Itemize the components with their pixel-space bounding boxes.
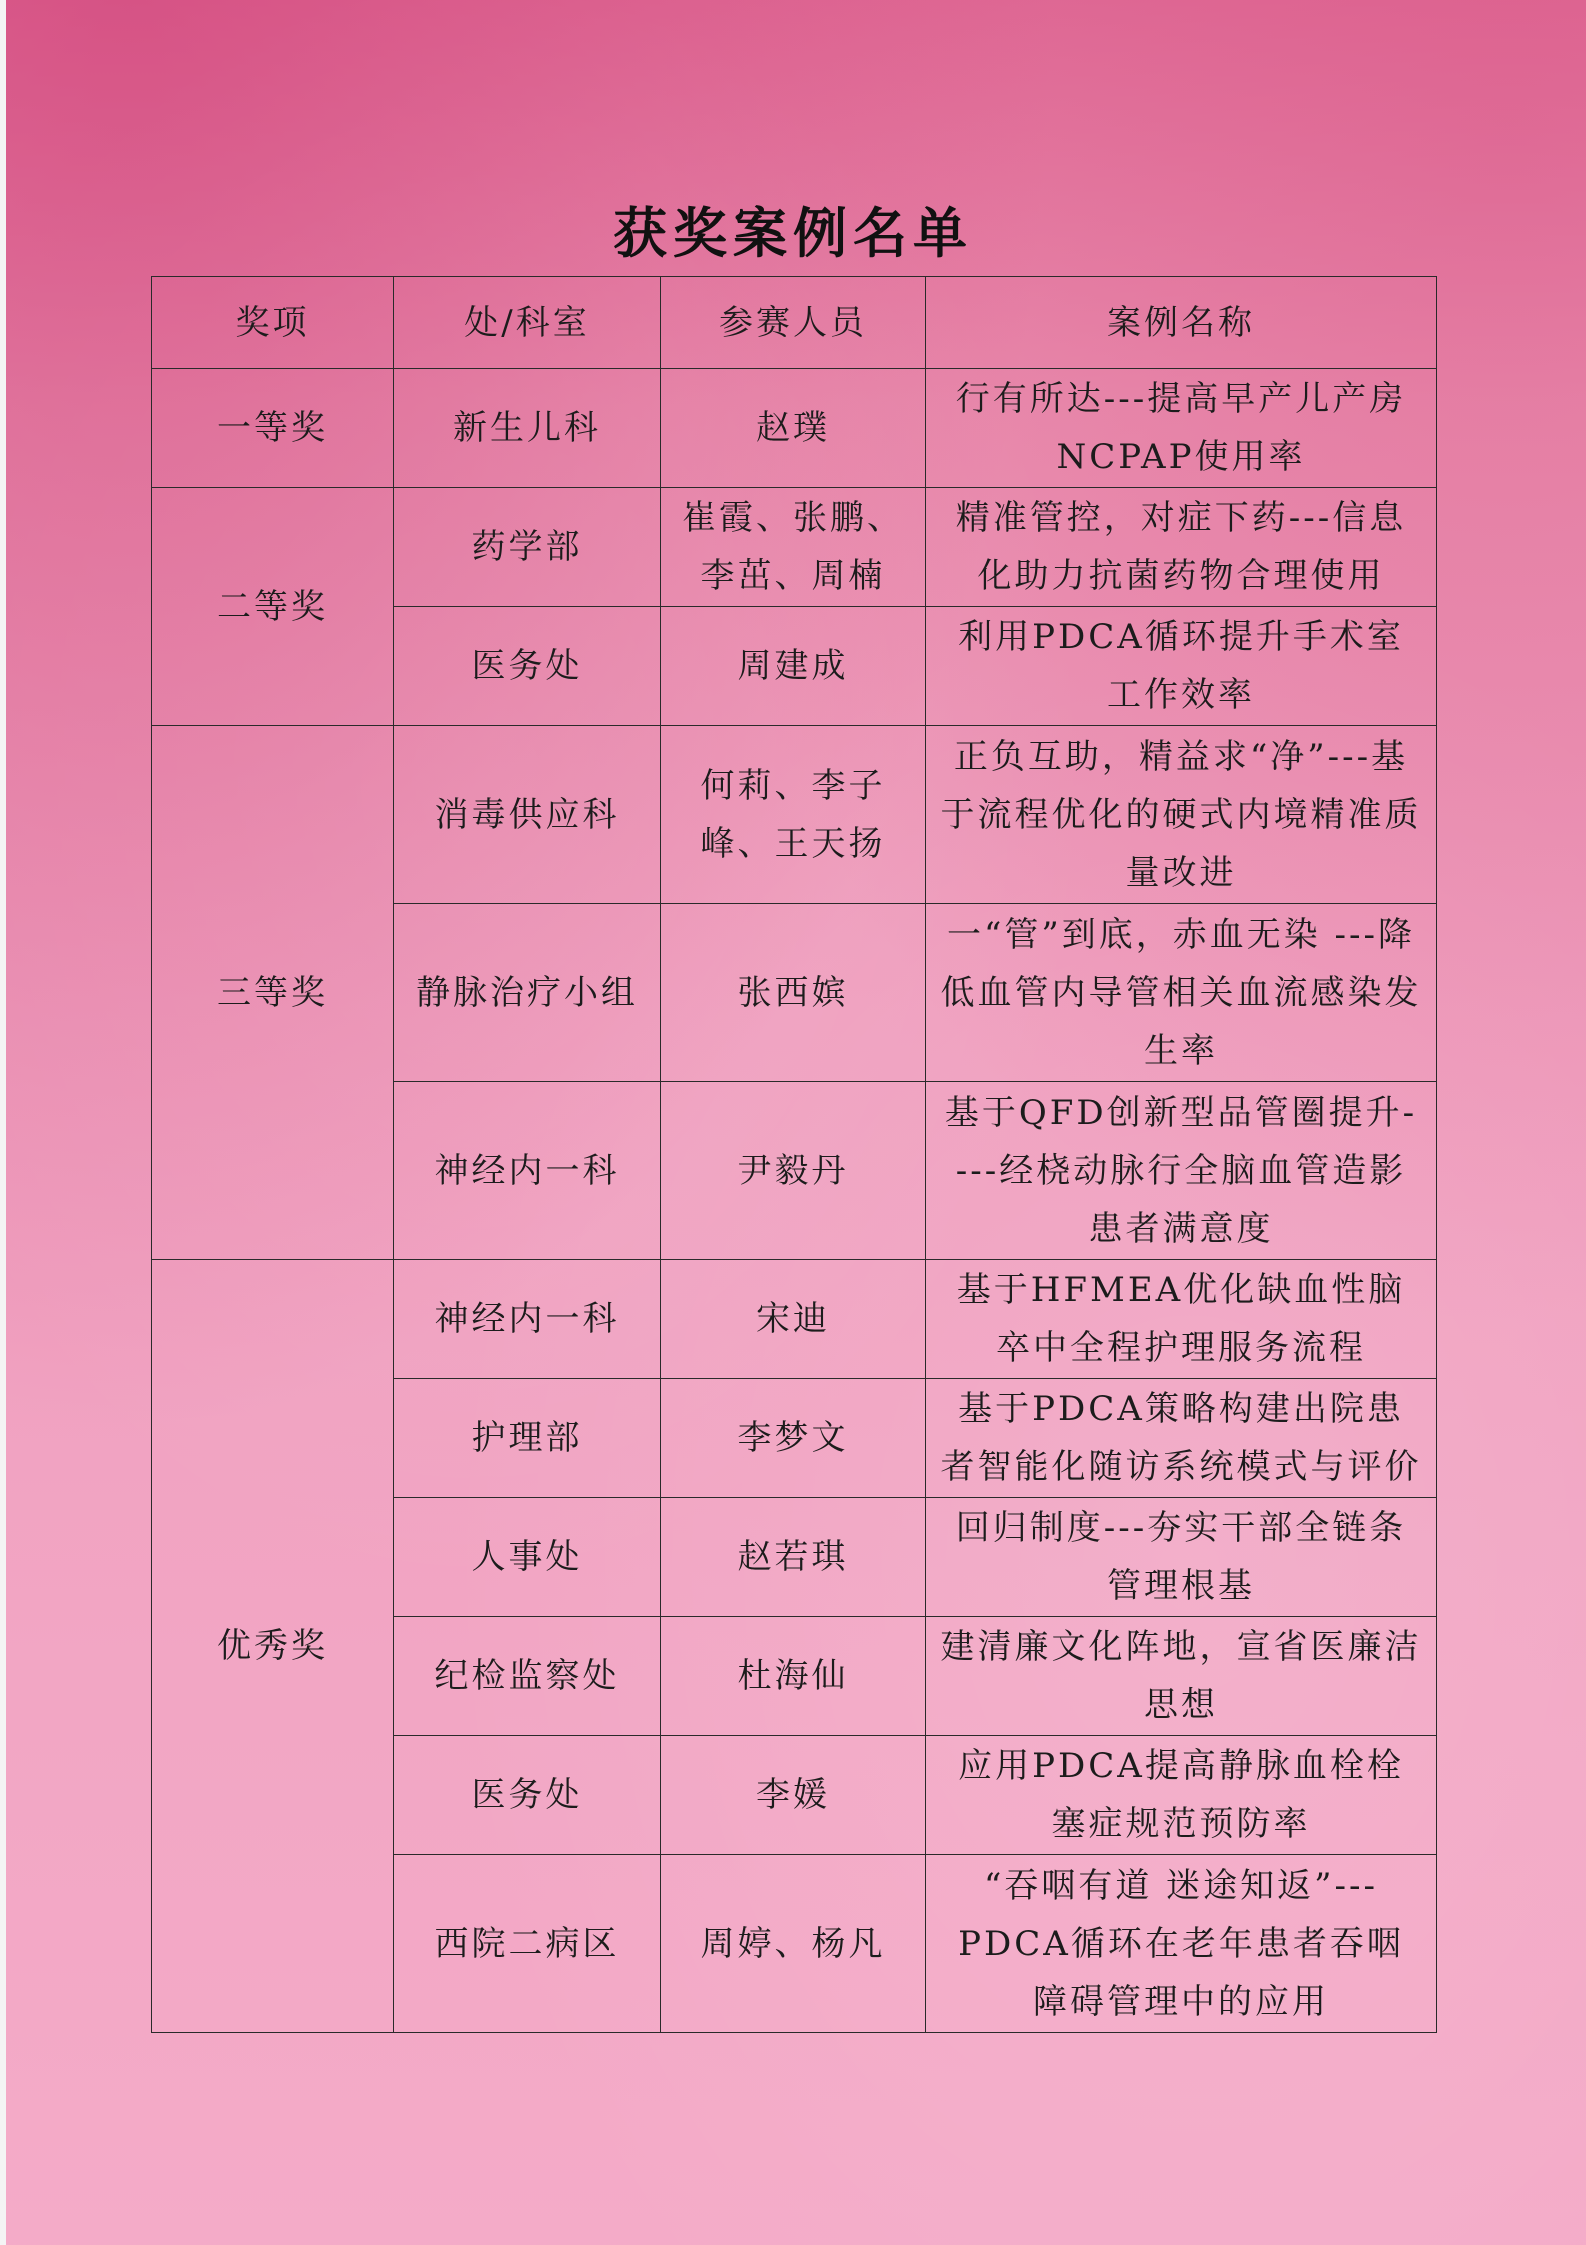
page-title: 获奖案例名单 (613, 201, 973, 265)
award-level-cell: 二等奖 (152, 488, 394, 726)
participants-cell: 杜海仙 (661, 1617, 926, 1736)
award-level-cell: 一等奖 (152, 369, 394, 488)
table-row (152, 1260, 1437, 1379)
case-name-cell: 一“管”到底，赤血无染 ---降低血管内导管相关血流感染发生率 (926, 904, 1437, 1082)
awards-table-body (152, 369, 1437, 2033)
department-cell: 消毒供应科 (394, 726, 661, 904)
awards-table (151, 276, 1437, 2033)
participants-cell: 尹毅丹 (661, 1082, 926, 1260)
department-cell: 人事处 (394, 1498, 661, 1617)
department-cell: 西院二病区 (394, 1855, 661, 2033)
department-cell: 药学部 (394, 488, 661, 607)
department-cell: 神经内一科 (394, 1082, 661, 1260)
participants-cell: 周婷、杨凡 (661, 1855, 926, 2033)
participants-cell: 何莉、李子峰、王天扬 (661, 726, 926, 904)
department-cell: 神经内一科 (394, 1260, 661, 1379)
page-left-edge (0, 0, 6, 2245)
department-cell: 医务处 (394, 607, 661, 726)
case-name-cell: 建清廉文化阵地，宣省医廉洁思想 (926, 1617, 1437, 1736)
case-name-cell: 正负互助，精益求“净”---基于流程优化的硬式内境精准质量改进 (926, 726, 1437, 904)
participants-cell: 赵璞 (661, 369, 926, 488)
case-name-cell: “吞咽有道 迷途知返”---PDCA循环在老年患者吞咽障碍管理中的应用 (926, 1855, 1437, 2033)
participants-cell: 宋迪 (661, 1260, 926, 1379)
table-row (152, 369, 1437, 488)
table-header-row (152, 277, 1437, 369)
department-cell: 护理部 (394, 1379, 661, 1498)
case-name-cell: 利用PDCA循环提升手术室工作效率 (926, 607, 1437, 726)
award-level-cell: 三等奖 (152, 726, 394, 1260)
participants-cell: 赵若琪 (661, 1498, 926, 1617)
case-name-cell: 基于HFMEA优化缺血性脑卒中全程护理服务流程 (926, 1260, 1437, 1379)
header-participants: 参赛人员 (661, 277, 926, 369)
department-cell: 静脉治疗小组 (394, 904, 661, 1082)
department-cell: 纪检监察处 (394, 1617, 661, 1736)
case-name-cell: 回归制度---夯实干部全链条管理根基 (926, 1498, 1437, 1617)
participants-cell: 张西嫔 (661, 904, 926, 1082)
department-cell: 新生儿科 (394, 369, 661, 488)
header-case-name: 案例名称 (926, 277, 1437, 369)
participants-cell: 崔霞、张鹏、李茁、周楠 (661, 488, 926, 607)
department-cell: 医务处 (394, 1736, 661, 1855)
case-name-cell: 基于PDCA策略构建出院患者智能化随访系统模式与评价 (926, 1379, 1437, 1498)
case-name-cell: 行有所达---提高早产儿产房NCPAP使用率 (926, 369, 1437, 488)
participants-cell: 李媛 (661, 1736, 926, 1855)
participants-cell: 周建成 (661, 607, 926, 726)
case-name-cell: 基于QFD创新型品管圈提升----经桡动脉行全脑血管造影患者满意度 (926, 1082, 1437, 1260)
award-level-cell: 优秀奖 (152, 1260, 394, 2033)
case-name-cell: 应用PDCA提高静脉血栓栓塞症规范预防率 (926, 1736, 1437, 1855)
participants-cell: 李梦文 (661, 1379, 926, 1498)
case-name-cell: 精准管控，对症下药---信息化助力抗菌药物合理使用 (926, 488, 1437, 607)
header-department: 处/科室 (394, 277, 661, 369)
table-row (152, 726, 1437, 904)
header-award: 奖项 (152, 277, 394, 369)
table-row (152, 488, 1437, 607)
